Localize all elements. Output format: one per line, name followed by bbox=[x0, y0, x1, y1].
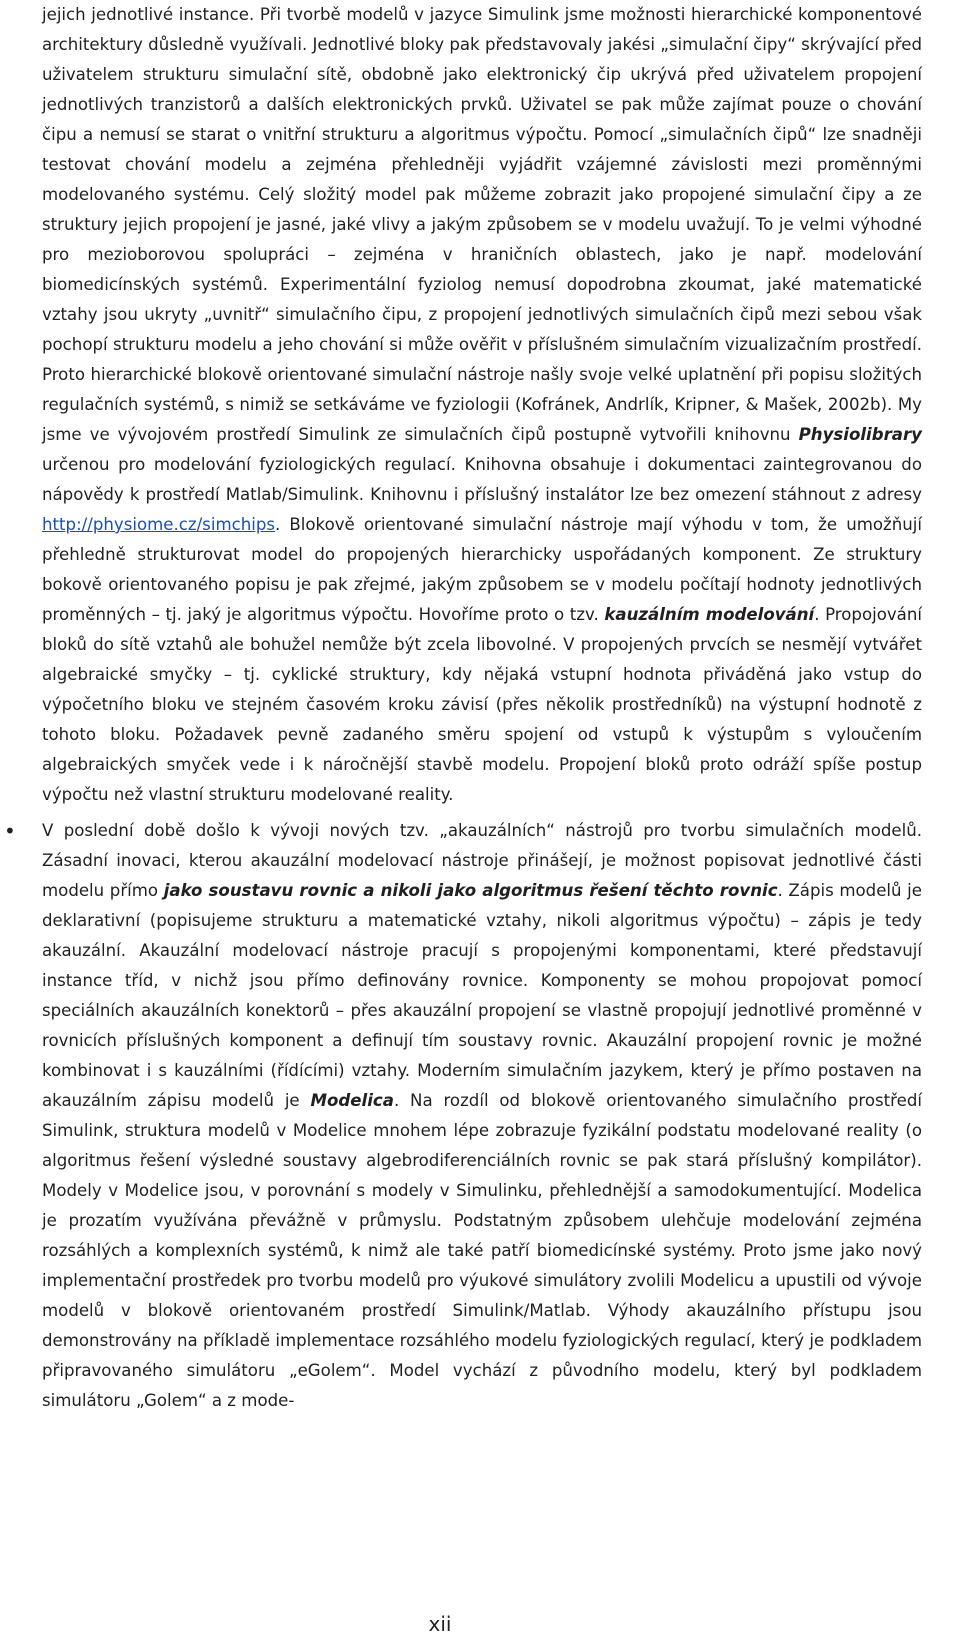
bullet-item-acausal-tools bbox=[4, 816, 922, 1416]
term-physiolibrary: Physiolibrary bbox=[798, 425, 922, 444]
page-number: xii bbox=[428, 1612, 452, 1636]
text-run: . Blokově orientované simulační nástroje mají výhodu v tom, že umožňují přehledně strukturovat model do propojených hierarchicky uspořádaných komponent. Ze struktury bokově orientovaného popisu je pak zřejmé, jakým způsobem se v modelu počítají hodnoty jednotlivých proměnných – tj. jaký je algoritmus výpočtu. Hovoříme proto o tzv. bbox=[42, 515, 922, 624]
term-causal-modeling: kauzálním modelování bbox=[604, 605, 815, 624]
text-run: . Na rozdíl od blokově orientovaného simulačního prostředí Simulink, struktura modelů v Modelice mnohem lépe zobrazuje fyzikální podstatu modelované reality (o algoritmus řešení výsledné soustavy algebrodiferenciálních rovnic se pak stará příslušný kompilátor). Modely v Modelice jsou, v porovnání s modely v Simulinku, přehlednější a samodokumentující. Modelica je prozatím využívána převážně v průmyslu. Podstatným způsobem ulehčuje modelování zejména rozsáhlých a komplexních systémů, k nimž ale také patří biomedicínské systémy. Proto jsme jako nový implementační prostředek pro tvorbu modelů pro výukové simulátory zvolili Modelicu a upustili od vývoje modelů v blokově orientovaném prostředí Simulink/Matlab. Výhody akauzálního přístupu jsou demonstrovány na příkladě implementace rozsáhlého modelu fyziologických regulací, který je podkladem připravovaného simulátoru „eGolem“. Model vychází z původního modelu, který byl podkladem simulátoru „Golem“ a z mode- bbox=[42, 1091, 922, 1410]
text-run: jejich jednotlivé instance. Při tvorbě modelů v jazyce Simulink jsme možnosti hierarchické komponentové architektury důsledně využívali. Jednotlivé bloky pak představovaly jakési „simulační čipy“ skrývající před uživatelem strukturu simulační sítě, obdobně jako elektronický čip ukrývá před uživatelem propojení jednotlivých tranzistorů a dalších elektronických prvků. Uživatel se pak může zajímat pouze o chování čipu a nemusí se starat o vnitřní strukturu a algoritmus výpočtu. Pomocí „simulačních čipů“ lze snadněji testovat chování modelu a zejména přehledněji vyjádřit vzájemné závislosti mezi proměnnými modelovaného systému. Celý složitý model pak můžeme zobrazit jako propojené simulační čipy a ze struktury jejich propojení je jasné, jaké vlivy a jakým způsobem se v modelu uvažují. To je velmi výhodné pro mezioborovou spolupráci – zejména v hraničních oblastech, jako je např. modelování biomedicínských systémů. Experimentální fyziolog nemusí dopodrobna zkoumat, jaké matematické vztahy jsou ukryty „uvnitř“ simulačního čipu, z propojení jednotlivých simulačních čipů mezi sebou však pochopí strukturu modelu a jeho chování si může ověřit v příslušném simulačním vizualizačním prostředí. Proto hierarchické blokově orientované simulační nástroje našly svoje velké uplatnění při popisu složitých regulačních systémů, s nimiž se setkáváme ve fyziologii (Kofránek, Andrlík, Kripner, & Mašek, 2002b). My jsme ve vývojovém prostředí Simulink ze simulačních čipů postupně vytvořili knihovnu bbox=[42, 5, 922, 444]
paragraph-simulink-chips bbox=[42, 0, 922, 810]
text-run: určenou pro modelování fyziologických regulací. Knihovna obsahuje i dokumentaci zaintegrovanou do nápovědy k prostředí Matlab/Simulink. Knihovnu i příslušný instalátor lze bez omezení stáhnout z adresy bbox=[42, 455, 922, 504]
text-run: V poslední době došlo k vývoji nových tzv. „akauzálních“ nástrojů pro tvorbu simulačních modelů. Zásadní inovaci, kterou akauzální modelovací nástroje přinášejí, je možnost popisovat jednotlivé části modelu přímo bbox=[42, 821, 922, 900]
document-page bbox=[4, 0, 922, 1422]
text-run: . Zápis modelů je deklarativní (popisujeme strukturu a matematické vztahy, nikoli algoritmus výpočtu) – zápis je tedy akauzální. Akauzální modelovací nástroje pracují s propojenými komponentami, které představují instance tříd, v nichž jsou přímo definovány rovnice. Komponenty se mohou propojovat pomocí speciálních akauzálních konektorů – přes akauzální propojení se vlastně propojují jednotlivé proměnné v rovnicích příslušných komponent a definují tím soustavy rovnic. Akauzální propojení rovnic je možné kombinovat i s kauzálními (řídícími) vztahy. Moderním simulačním jazykem, který je přímo postaven na akauzálním zápisu modelů je bbox=[42, 881, 922, 1110]
bullet-dot-icon: • bbox=[4, 819, 16, 843]
simchips-link[interactable]: http://physiome.cz/simchips bbox=[42, 515, 276, 534]
term-modelica: Modelica bbox=[310, 1091, 394, 1110]
text-run: . Propojování bloků do sítě vztahů ale bohužel nemůže být zcela libovolné. V propojených prvcích se nesmějí vytvářet algebraické smyčky – tj. cyklické struktury, kdy nějaká vstupní hodnota přiváděná jako vstup do výpočetního bloku ve stejném časovém kroku závisí (přes několik prostředníků) na výstupní hodnotě z tohoto bloku. Požadavek pevně zadaného směru spojení od vstupů k výstupům s vyloučením algebraických smyček vede i k náročnější stavbě modelu. Propojení bloků proto odráží spíše postup výpočtu než vlastní strukturu modelované reality. bbox=[42, 605, 922, 804]
term-equations-emphasis: jako soustavu rovnic a nikoli jako algoritmus řešení těchto rovnic bbox=[163, 881, 778, 900]
